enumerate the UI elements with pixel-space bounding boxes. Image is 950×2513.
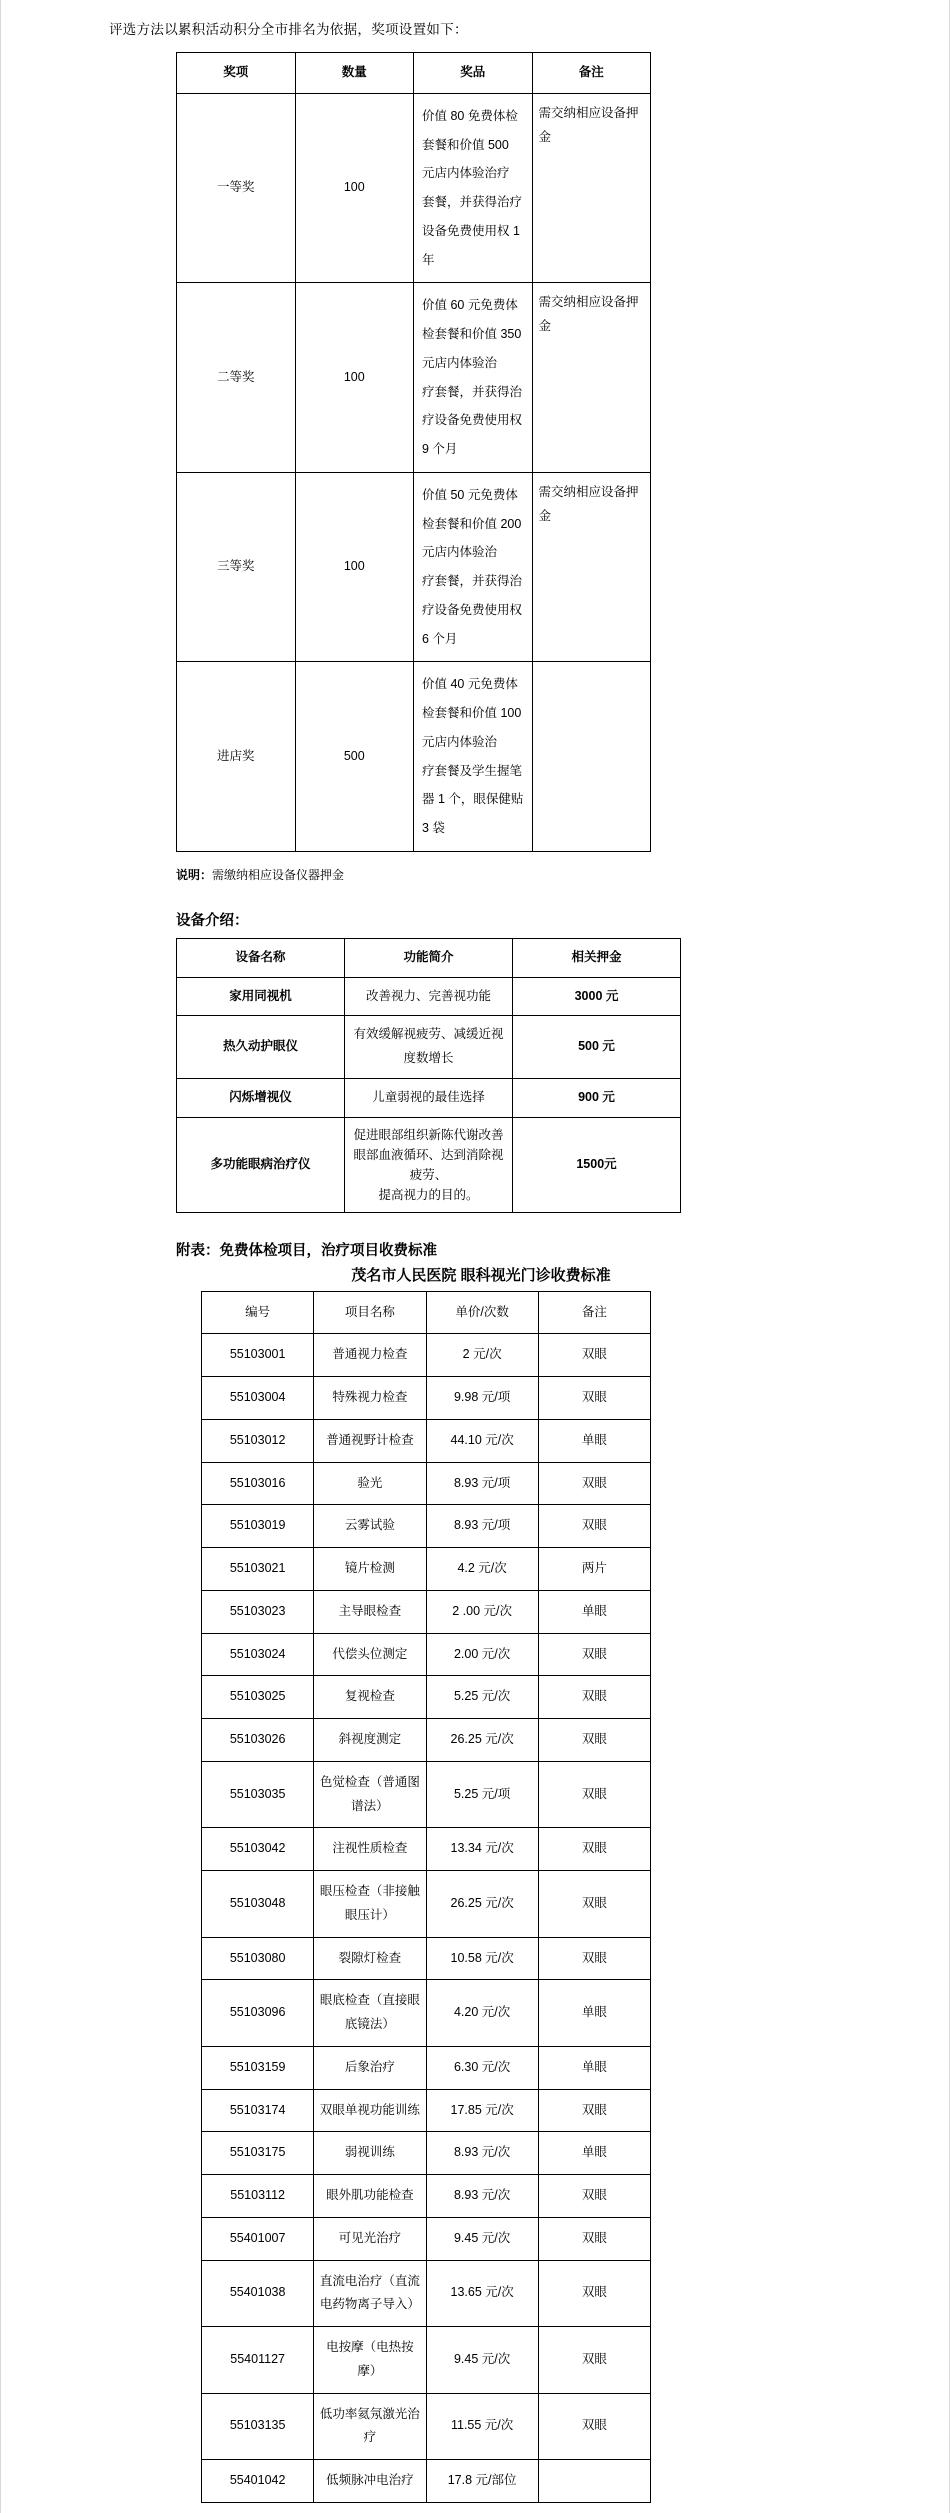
fee-price: 4.2 元/次 bbox=[426, 1548, 538, 1591]
fee-code: 55401038 bbox=[202, 2260, 314, 2327]
table-row bbox=[202, 2217, 651, 2260]
table-row bbox=[202, 2260, 651, 2327]
device-deposit: 900 元 bbox=[513, 1078, 681, 1117]
fee-note: 双眼 bbox=[538, 2260, 650, 2327]
fee-header-note: 备注 bbox=[538, 1291, 650, 1334]
fee-name: 眼压检查（非接触眼压计） bbox=[314, 1871, 426, 1938]
fee-note: 双眼 bbox=[538, 1719, 650, 1762]
device-deposit: 1500元 bbox=[513, 1117, 681, 1212]
intro-paragraph: 评选方法以累积活动积分全市排名为依据，奖项设置如下： bbox=[109, 22, 468, 37]
table-row bbox=[177, 93, 651, 283]
table-row bbox=[202, 1937, 651, 1980]
fee-name: 复视检查 bbox=[314, 1676, 426, 1719]
fee-name: 代偿头位测定 bbox=[314, 1633, 426, 1676]
table-row bbox=[202, 2089, 651, 2132]
device-desc-line1: 促进眼部组织新陈代谢改善眼部血液循环、达到消除视疲劳、 bbox=[353, 1127, 504, 1182]
fee-code: 55103001 bbox=[202, 1334, 314, 1377]
fee-code: 55103025 bbox=[202, 1676, 314, 1719]
fee-name: 注视性质检查 bbox=[314, 1828, 426, 1871]
fee-note: 单眼 bbox=[538, 2046, 650, 2089]
table-row bbox=[202, 2175, 651, 2218]
fee-note: 双眼 bbox=[538, 2175, 650, 2218]
fee-note: 单眼 bbox=[538, 1980, 650, 2047]
fee-name: 验光 bbox=[314, 1462, 426, 1505]
device-desc: 有效缓解视疲劳、减缓近视度数增长 bbox=[345, 1016, 513, 1079]
fee-price: 8.93 元/次 bbox=[426, 2175, 538, 2218]
fee-name: 电按摩（电热按摩） bbox=[314, 2327, 426, 2394]
fee-note: 双眼 bbox=[538, 2327, 650, 2394]
fee-note: 双眼 bbox=[538, 1761, 650, 1828]
device-section-title: 设备介绍： bbox=[176, 912, 249, 929]
fee-name: 眼外肌功能检查 bbox=[314, 2175, 426, 2218]
table-row bbox=[177, 1078, 681, 1117]
prize-qty: 100 bbox=[295, 472, 414, 662]
fee-code: 55103112 bbox=[202, 2175, 314, 2218]
prize-award: 二等奖 bbox=[177, 283, 296, 473]
prize-description bbox=[414, 93, 533, 283]
fee-header-name: 项目名称 bbox=[314, 1291, 426, 1334]
fee-header-price: 单价/次数 bbox=[426, 1291, 538, 1334]
prize-description bbox=[414, 283, 533, 473]
fee-note: 双眼 bbox=[538, 1462, 650, 1505]
prize-table bbox=[176, 52, 651, 852]
fee-code: 55103048 bbox=[202, 1871, 314, 1938]
prize-description-line2: 套餐，并获得治疗设备免费使用权 1 年 bbox=[422, 195, 523, 267]
fee-price: 17.8 元/部位 bbox=[426, 2460, 538, 2503]
table-row bbox=[177, 662, 651, 852]
fee-note bbox=[538, 2460, 650, 2503]
prize-header-award: 奖项 bbox=[177, 53, 296, 94]
prize-description-line2: 疗套餐，并获得治疗设备免费使用权 9 个月 bbox=[422, 384, 523, 456]
prize-description bbox=[414, 662, 533, 852]
fee-note: 双眼 bbox=[538, 1676, 650, 1719]
fee-name: 镜片检测 bbox=[314, 1548, 426, 1591]
prize-header-qty: 数量 bbox=[295, 53, 414, 94]
fee-name: 低功率氦氖激光治疗 bbox=[314, 2393, 426, 2460]
prize-description-line1: 价值 40 元免费体检套餐和价值 100 元店内体验治 bbox=[422, 677, 522, 749]
fee-name: 主导眼检查 bbox=[314, 1590, 426, 1633]
table-row bbox=[177, 472, 651, 662]
fee-price: 5.25 元/项 bbox=[426, 1761, 538, 1828]
fee-price: 10.58 元/次 bbox=[426, 1937, 538, 1980]
table-row bbox=[202, 2393, 651, 2460]
table-row bbox=[202, 1590, 651, 1633]
table-row bbox=[202, 1419, 651, 1462]
fee-price: 2 元/次 bbox=[426, 1334, 538, 1377]
fee-note: 两片 bbox=[538, 1548, 650, 1591]
fee-name: 低频脉冲电治疗 bbox=[314, 2460, 426, 2503]
table-row bbox=[202, 1980, 651, 2047]
device-header-deposit: 相关押金 bbox=[513, 938, 681, 977]
device-desc bbox=[345, 1117, 513, 1212]
fee-price: 13.34 元/次 bbox=[426, 1828, 538, 1871]
table-row bbox=[202, 2046, 651, 2089]
fee-code: 55103023 bbox=[202, 1590, 314, 1633]
fee-name: 裂隙灯检查 bbox=[314, 1937, 426, 1980]
fee-price: 5.25 元/次 bbox=[426, 1676, 538, 1719]
fee-name: 可见光治疗 bbox=[314, 2217, 426, 2260]
fee-note: 单眼 bbox=[538, 1419, 650, 1462]
table-row bbox=[202, 1761, 651, 1828]
fee-code: 55103042 bbox=[202, 1828, 314, 1871]
fee-note: 单眼 bbox=[538, 2132, 650, 2175]
device-header-name: 设备名称 bbox=[177, 938, 345, 977]
fee-price: 26.25 元/次 bbox=[426, 1719, 538, 1762]
fee-price: 9.45 元/次 bbox=[426, 2217, 538, 2260]
table-row bbox=[202, 2460, 651, 2503]
fee-price: 11.55 元/次 bbox=[426, 2393, 538, 2460]
table-row bbox=[202, 1871, 651, 1938]
fee-note: 单眼 bbox=[538, 1590, 650, 1633]
table-row bbox=[202, 1462, 651, 1505]
fee-name: 普通视野计检查 bbox=[314, 1419, 426, 1462]
table-row bbox=[177, 1016, 681, 1079]
fee-price: 17.85 元/次 bbox=[426, 2089, 538, 2132]
fee-code: 55103012 bbox=[202, 1419, 314, 1462]
prize-note: 需交纳相应设备押金 bbox=[532, 93, 651, 283]
fee-price: 8.93 元/项 bbox=[426, 1505, 538, 1548]
table-row bbox=[202, 1828, 651, 1871]
prize-description-line2: 疗套餐及学生握笔器 1 个，眼保健贴 3 袋 bbox=[422, 763, 524, 835]
prize-header-note: 备注 bbox=[532, 53, 651, 94]
fee-table-header-row bbox=[202, 1291, 651, 1334]
prize-description-line1: 价值 60 元免费体检套餐和价值 350 元店内体验治 bbox=[422, 298, 522, 370]
fee-price: 8.93 元/次 bbox=[426, 2132, 538, 2175]
table-row bbox=[202, 1334, 651, 1377]
table-row bbox=[177, 977, 681, 1016]
fee-code: 55103035 bbox=[202, 1761, 314, 1828]
fee-header-code: 编号 bbox=[202, 1291, 314, 1334]
attachment-title: 附表：免费体检项目，治疗项目收费标准 bbox=[176, 1242, 437, 1259]
device-name: 闪烁增视仪 bbox=[177, 1078, 345, 1117]
prize-award: 三等奖 bbox=[177, 472, 296, 662]
note-text: 需缴纳相应设备仪器押金 bbox=[212, 867, 345, 882]
fee-name: 色觉检查（普通图谱法） bbox=[314, 1761, 426, 1828]
table-row bbox=[202, 1719, 651, 1762]
prize-header-prize: 奖品 bbox=[414, 53, 533, 94]
fee-code: 55103096 bbox=[202, 1980, 314, 2047]
fee-price: 26.25 元/次 bbox=[426, 1871, 538, 1938]
fee-note: 双眼 bbox=[538, 1334, 650, 1377]
fee-name: 后象治疗 bbox=[314, 2046, 426, 2089]
fee-name: 弱视训练 bbox=[314, 2132, 426, 2175]
prize-award: 一等奖 bbox=[177, 93, 296, 283]
fee-note: 双眼 bbox=[538, 1937, 650, 1980]
fee-code: 55103174 bbox=[202, 2089, 314, 2132]
table-row bbox=[177, 283, 651, 473]
fee-code: 55401007 bbox=[202, 2217, 314, 2260]
note-line bbox=[176, 866, 949, 883]
device-deposit: 3000 元 bbox=[513, 977, 681, 1016]
fee-name: 云雾试验 bbox=[314, 1505, 426, 1548]
device-name: 多功能眼病治疗仪 bbox=[177, 1117, 345, 1212]
fee-note: 双眼 bbox=[538, 1828, 650, 1871]
fee-note: 双眼 bbox=[538, 2217, 650, 2260]
prize-qty: 500 bbox=[295, 662, 414, 852]
fee-note: 双眼 bbox=[538, 1505, 650, 1548]
device-desc: 儿童弱视的最佳选择 bbox=[345, 1078, 513, 1117]
fee-code: 55103175 bbox=[202, 2132, 314, 2175]
device-table bbox=[176, 938, 681, 1213]
prize-note: 需交纳相应设备押金 bbox=[532, 472, 651, 662]
device-desc: 改善视力、完善视功能 bbox=[345, 977, 513, 1016]
fee-price: 6.30 元/次 bbox=[426, 2046, 538, 2089]
device-name: 热久动护眼仪 bbox=[177, 1016, 345, 1079]
fee-price: 9.45 元/次 bbox=[426, 2327, 538, 2394]
device-header-desc: 功能简介 bbox=[345, 938, 513, 977]
prize-description-line1: 价值 50 元免费体检套餐和价值 200 元店内体验治 bbox=[422, 487, 522, 560]
fee-name: 直流电治疗（直流电药物离子导入） bbox=[314, 2260, 426, 2327]
fee-price: 4.20 元/次 bbox=[426, 1980, 538, 2047]
fee-code: 55103024 bbox=[202, 1633, 314, 1676]
hospital-title: 茂名市人民医院 眼科视光门诊收费标准 bbox=[351, 1266, 611, 1284]
prize-description-line2: 疗套餐，并获得治疗设备免费使用权 6 个月 bbox=[422, 574, 523, 646]
fee-price: 9.98 元/项 bbox=[426, 1377, 538, 1420]
fee-code: 55401042 bbox=[202, 2460, 314, 2503]
prize-description bbox=[414, 472, 533, 662]
fee-name: 特殊视力检查 bbox=[314, 1377, 426, 1420]
fee-code: 55103004 bbox=[202, 1377, 314, 1420]
prize-qty: 100 bbox=[295, 93, 414, 283]
prize-award: 进店奖 bbox=[177, 662, 296, 852]
fee-table-body bbox=[202, 1334, 651, 2503]
device-name: 家用同视机 bbox=[177, 977, 345, 1016]
fee-note: 双眼 bbox=[538, 2089, 650, 2132]
fee-name: 斜视度测定 bbox=[314, 1719, 426, 1762]
bottom-spacer bbox=[1, 2503, 949, 2513]
prize-note bbox=[532, 662, 651, 852]
device-desc-line2: 提高视力的目的。 bbox=[378, 1187, 479, 1202]
prize-description-line1: 价值 80 免费体检套餐和价值 500 元店内体验治疗 bbox=[422, 108, 518, 181]
table-row bbox=[177, 1117, 681, 1212]
fee-note: 双眼 bbox=[538, 1871, 650, 1938]
fee-name: 眼底检查（直接眼底镜法） bbox=[314, 1980, 426, 2047]
device-table-header-row bbox=[177, 938, 681, 977]
fee-table bbox=[201, 1291, 651, 2503]
fee-name: 双眼单视功能训练 bbox=[314, 2089, 426, 2132]
fee-code: 55103021 bbox=[202, 1548, 314, 1591]
fee-name: 普通视力检查 bbox=[314, 1334, 426, 1377]
fee-note: 双眼 bbox=[538, 1377, 650, 1420]
note-label: 说明： bbox=[176, 867, 213, 882]
fee-price: 2 .00 元/次 bbox=[426, 1590, 538, 1633]
fee-code: 55103159 bbox=[202, 2046, 314, 2089]
prize-note: 需交纳相应设备押金 bbox=[532, 283, 651, 473]
fee-price: 13.65 元/次 bbox=[426, 2260, 538, 2327]
fee-code: 55401127 bbox=[202, 2327, 314, 2394]
prize-table-header-row bbox=[177, 53, 651, 94]
fee-code: 55103019 bbox=[202, 1505, 314, 1548]
table-row bbox=[202, 2327, 651, 2394]
fee-price: 8.93 元/项 bbox=[426, 1462, 538, 1505]
fee-code: 55103135 bbox=[202, 2393, 314, 2460]
table-row bbox=[202, 1505, 651, 1548]
fee-code: 55103080 bbox=[202, 1937, 314, 1980]
prize-qty: 100 bbox=[295, 283, 414, 473]
table-row bbox=[202, 1548, 651, 1591]
table-row bbox=[202, 2132, 651, 2175]
fee-code: 55103026 bbox=[202, 1719, 314, 1762]
table-row bbox=[202, 1633, 651, 1676]
fee-price: 44.10 元/次 bbox=[426, 1419, 538, 1462]
fee-price: 2.00 元/次 bbox=[426, 1633, 538, 1676]
table-row bbox=[202, 1377, 651, 1420]
fee-note: 双眼 bbox=[538, 1633, 650, 1676]
table-row bbox=[202, 1676, 651, 1719]
fee-note: 双眼 bbox=[538, 2393, 650, 2460]
device-deposit: 500 元 bbox=[513, 1016, 681, 1079]
fee-code: 55103016 bbox=[202, 1462, 314, 1505]
